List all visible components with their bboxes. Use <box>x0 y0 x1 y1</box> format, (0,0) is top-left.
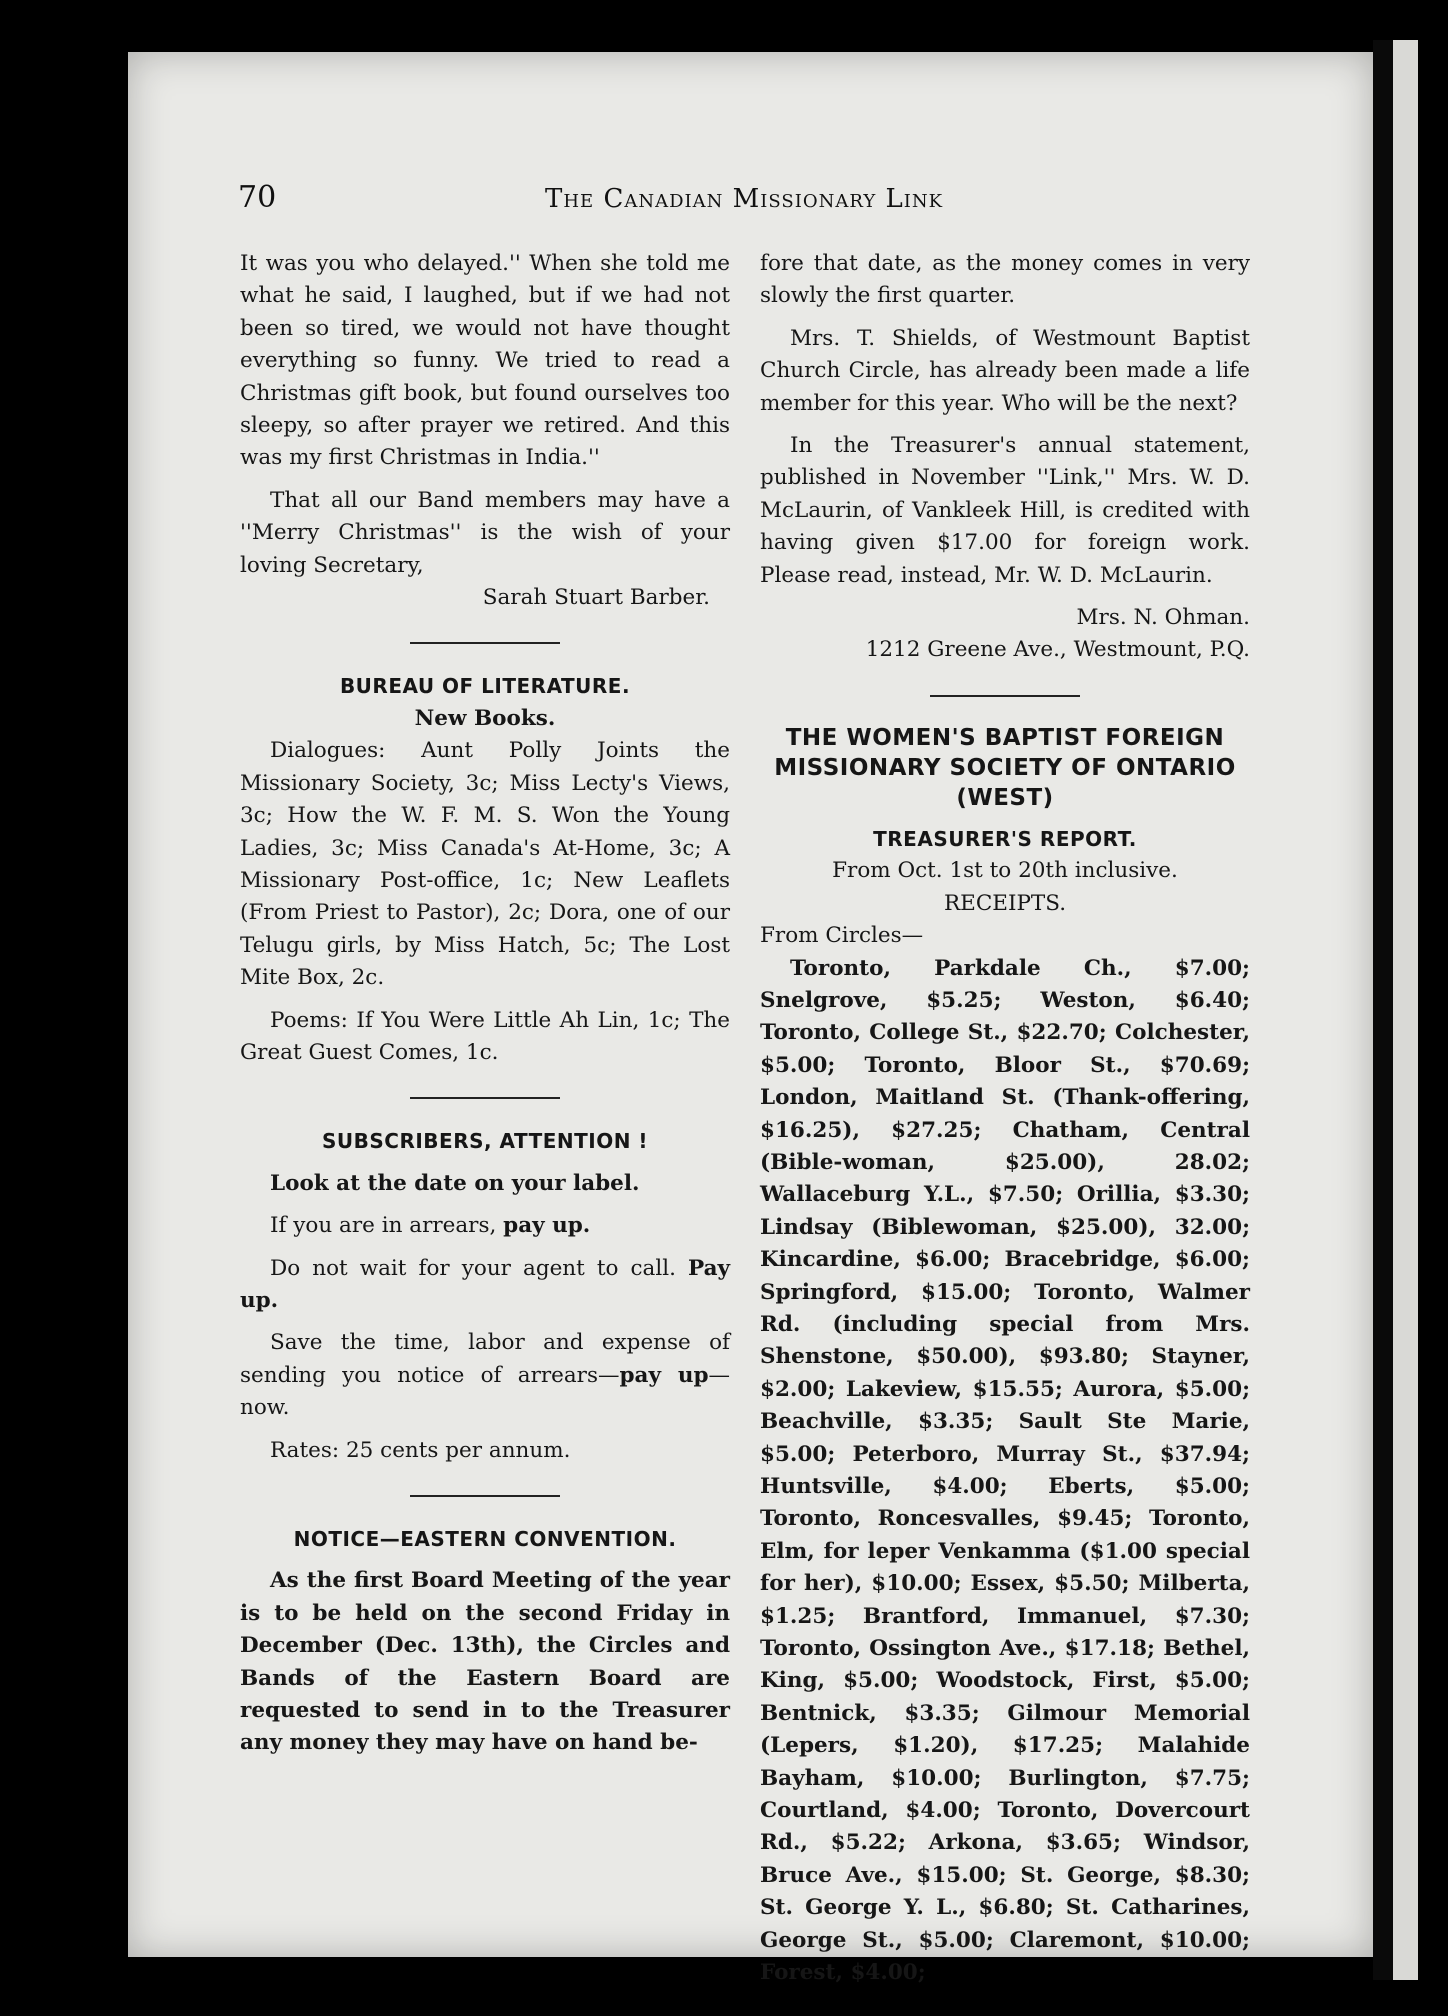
agent-text: Do not wait for your agent to call. <box>270 1255 688 1281</box>
subscribers-heading: SUBSCRIBERS, ATTENTION ! <box>321 1129 649 1154</box>
rates-line: Rates: 25 cents per annum. <box>270 1437 571 1463</box>
treasurer-correction: In the Treasurer's annual statement, published in November ''Link,'' Mrs. W. D. McLaurin, of Vankleek Hill, is credited with having given $17.00 for foreign work. Please read, instead, Mr. W. D. McLaurin. <box>760 433 1250 588</box>
section-rule <box>410 1097 560 1099</box>
save-line <box>240 1327 730 1424</box>
section-rule <box>930 695 1080 697</box>
left-column <box>240 248 730 1760</box>
dialogues-list: Dialogues: Aunt Polly Joints the Missionary Society, 3c; Miss Lecty's Views, 3c; How the W. F. M. S. Won the Young Ladies, 3c; Miss Canada's At-Home, 3c; A Missionary Post-office, 1c; New Leaflets (From Priest to Pastor), 2c; Dora, one of our Telugu girls, by Miss Hatch, 5c; The Lost Mite Box, 2c. <box>240 738 730 991</box>
poems-list: Poems: If You Were Little Ah Lin, 1c; The Great Guest Comes, 1c. <box>240 1007 730 1065</box>
agent-emphasis: Pay up. <box>240 1255 730 1313</box>
society-heading: THE WOMEN'S BAPTIST FOREIGN MISSIONARY SOCIETY OF ONTARIO (WEST) <box>774 724 1236 811</box>
agent-line <box>240 1253 730 1318</box>
signature: Sarah Stuart Barber. <box>482 585 710 611</box>
from-circles-label: From Circles— <box>760 923 924 949</box>
save-tail: —now. <box>240 1362 731 1421</box>
correction-address: 1212 Greene Ave., Westmount, P.Q. <box>865 637 1250 663</box>
arrears-text: If you are in arrears, <box>270 1213 504 1239</box>
shields-paragraph: Mrs. T. Shields, of Westmount Baptist Church Circle, has already been made a life member for this year. Who will be the next? <box>760 325 1250 416</box>
bureau-heading: BUREAU OF LITERATURE. <box>339 674 631 699</box>
section-rule <box>410 642 560 644</box>
save-text: Save the time, labor and expense of sending you notice of arrears— <box>240 1330 730 1388</box>
circles-receipts-list: Toronto, Parkdale Ch., $7.00; Snelgrove, $5.25; Weston, $6.40; Toronto, College St., $22.70; Colchester, $5.00; Toronto, Bloor St., $70.69; London, Maitland St. (Thank-offering, $16.25), $27.25; Chatham, Central (Bible-woman, $25.00), 28.02; Wallaceburg Y.L., $7.50; Orillia, $3.30; Lindsay (Biblewoman, $25.00), 32.00; Kincardine, $6.00; Bracebridge, $6.00; Springford, $15.00; Toronto, Walmer Rd. (including special from Mrs. Shenstone, $50.00), $93.80; Stayner, $2.00; Lakeview, $15.55; Aurora, $5.00; Beachville, $3.35; Sault Ste Marie, $5.00; Peterboro, Murray St., $37.94; Huntsville, $4.00; Eberts, $5.00; Toronto, Roncesvalles, $9.45; Toronto, Elm, for leper Venkamma ($1.00 special for her), $10.00; Essex, $5.50; Milberta, $1.25; Brantford, Immanuel, $7.30; Toronto, Ossington Ave., $17.18; Bethel, King, $5.00; Woodstock, First, $5.00; Bentnick, $3.35; Gilmour Memorial (Lepers, $1.20), $17.25; Malahide Bayham, $10.00; Burlington, $7.75; Courtland, $4.00; Toronto, Dovercourt Rd., $5.22; Arkona, $3.65; Windsor, Bruce Ave., $15.00; St. George, $8.30; St. George Y. L., $6.80; St. Catharines, George St., $5.00; Claremont, $10.00; Forest, $4.00; <box>760 955 1250 1986</box>
section-rule <box>410 1495 560 1497</box>
notice-heading: NOTICE—EASTERN CONVENTION. <box>293 1527 677 1551</box>
running-title: The Canadian Missionary Link <box>545 184 944 214</box>
facing-page-edge <box>1393 40 1418 1980</box>
right-column <box>760 248 1250 1990</box>
look-at-label: Look at the date on your label. <box>270 1170 640 1196</box>
binding-shadow <box>1373 40 1393 1980</box>
new-books-heading: New Books. <box>414 705 556 731</box>
notice-continuation: fore that date, as the money comes in very slowly the first quarter. <box>760 251 1250 309</box>
arrears-line <box>240 1210 730 1242</box>
report-dates: From Oct. 1st to 20th inclusive. <box>832 858 1178 884</box>
letter-continuation: It was you who delayed.'' When she told me what he said, I laughed, but if we had not been so tired, we would not have thought everything so funny. We tried to read a Christmas gift book, but found ourselves too sleepy, so after prayer we retired. And this was my first Christmas in India.'' <box>240 251 730 471</box>
report-heading: TREASURER'S REPORT. <box>873 826 1137 851</box>
arrears-emphasis: pay up. <box>503 1213 591 1239</box>
notice-text: As the first Board Meeting of the year is to be held on the second Friday in December (Dec. 13th), the Circles and Bands of the Eastern Board are requested to send in to the Treasurer any money they may have on hand be- <box>240 1568 730 1756</box>
correction-signature: Mrs. N. Ohman. <box>1076 605 1250 631</box>
receipts-heading: RECEIPTS. <box>943 890 1067 916</box>
christmas-wish: That all our Band members may have a ''Merry Christmas'' is the wish of your loving Secretary, <box>240 487 730 578</box>
save-emphasis: pay up <box>619 1362 709 1388</box>
page-number: 70 <box>238 180 277 215</box>
